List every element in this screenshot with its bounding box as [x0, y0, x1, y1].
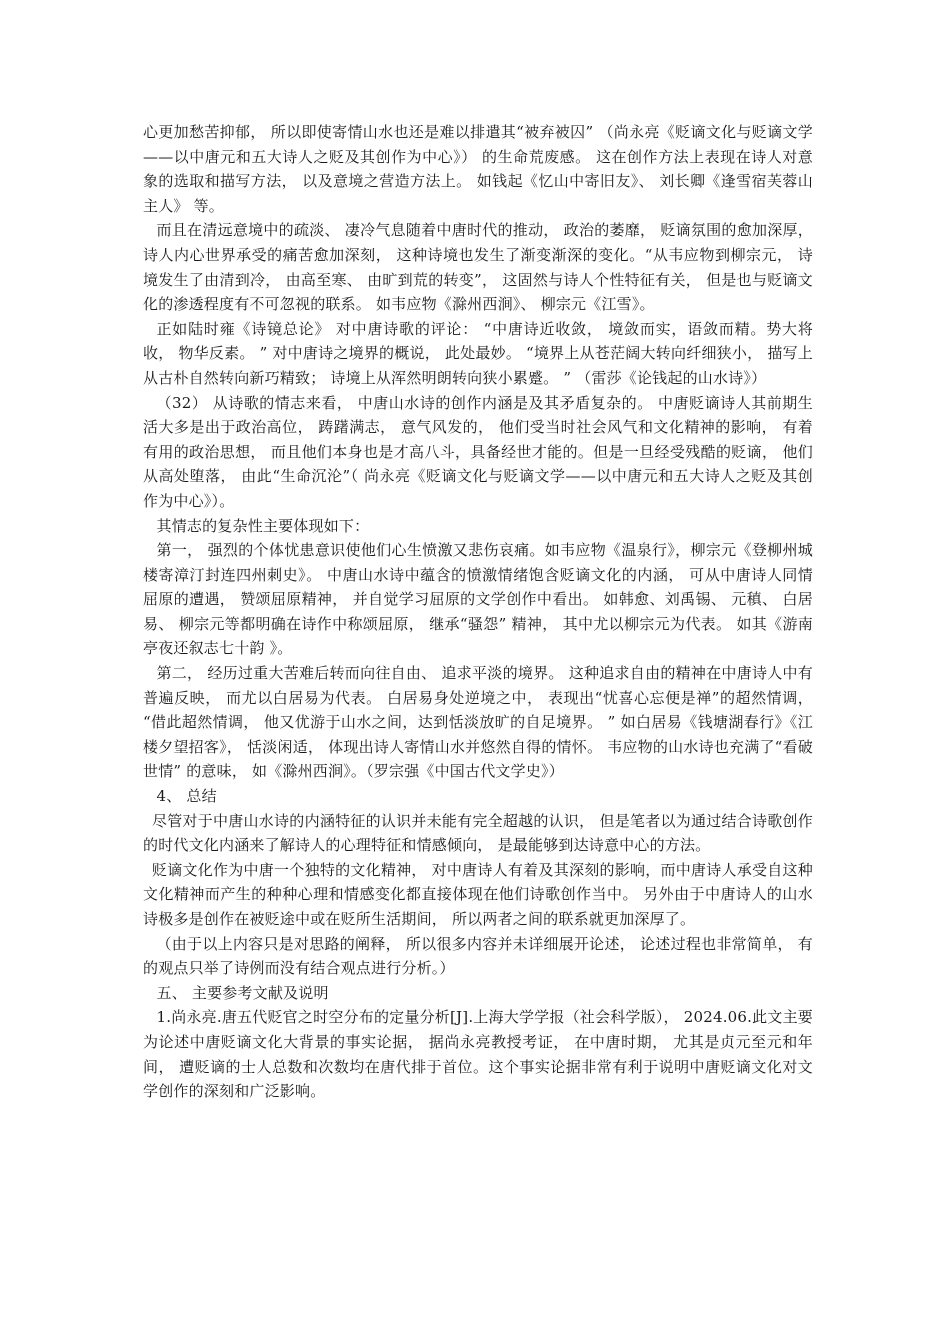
reference-item-1: 1.尚永亮.唐五代贬官之时空分布的定量分析[J].上海大学学报（社会科学版）， 2024.06.此文主要为论述中唐贬谪文化大背景的事实论据， 据尚永亮教授考证， 在中唐时期， 尤其是贞元至元和年间， 遭贬谪的士人总数和次数均在唐代排于首位。这个事实论据非常有利于说明中唐贬谪文化对文学创作的深刻和广泛影响。 [143, 1008, 813, 1101]
section-heading-summary: 4、 总结 [156, 787, 217, 806]
paragraph-point-second: 第二， 经历过重大苦难后转而向往自由、 追求平淡的境界。 这种追求自由的精神在中唐诗人中有普遍反映， 而尤以白居易为代表。 白居易身处逆境之中， 表现出“忧喜心忘便是禅”的超然情调， “借此超然情调， 他又优游于山水之间，达到恬淡放旷的自足境界。 ” 如白居易《钱塘湖春行》《江楼夕望招客》， 恬淡闲适， 体现出诗人寄情山水并悠然自得的情怀。 韦应物的山水诗也充满了“看破世情” 的意味， 如《滁州西涧》。（罗宗强《中国古代文学史》） [143, 664, 813, 781]
paragraph-complexity-intro: 其情志的复杂性主要体现如下： [156, 516, 370, 535]
paragraph-summary-2: 贬谪文化作为中唐一个独特的文化精神， 对中唐诗人有着及其深刻的影响，而中唐诗人承受自这种文化精神而产生的种种心理和情感变化都直接体现在他们诗歌创作当中。 另外由于中唐诗人的山水诗极多是创作在被贬途中或在贬所生活期间， 所以两者之间的联系就更加深厚了。 [143, 860, 813, 928]
paragraph-summary-1: 尽管对于中唐山水诗的内涵特征的认识并未能有完全超越的认识， 但是笔者以为通过结合诗歌创作的时代文化内涵来了解诗人的心理特征和情感倾向， 是最能够到达诗意中心的方法。 [143, 811, 813, 855]
paragraph-continuation: 心更加愁苦抑郁， 所以即使寄情山水也还是难以排遣其“被弃被囚” （尚永亮《贬谪文化与贬谪文学——以中唐元和五大诗人之贬及其创作为中心》） 的生命荒废感。 这在创作方法上表现在诗人对意象的选取和描写方法， 以及意境之营造方法上。 如钱起《忆山中寄旧友》、 刘长卿《逢雪宿芙蓉山主人》 等。 [143, 123, 813, 215]
paragraph-lu-shiyong-comment: 正如陆时雍《诗镜总论》 对中唐诗歌的评论： “中唐诗近收敛， 境敛而实，语敛而精。势大将收， 物华反素。 ” 对中唐诗之境界的概说， 此处最妙。 “境界上从苍茫阔大转向纤细狭小， 描写上从古朴自然转向新巧精致； 诗境上从浑然明朗转向狭小累蹙。 ” （雷莎《论钱起的山水诗》） [143, 319, 813, 387]
section-heading-references: 五、 主要参考文献及说明 [156, 983, 329, 1002]
paragraph-summary-note: （由于以上内容只是对思路的阐释， 所以很多内容并未详细展开论述， 论述过程也非常简单， 有的观点只举了诗例而没有结合观点进行分析。） [143, 934, 813, 978]
paragraph-emotional-connotation: （32） 从诗歌的情志来看， 中唐山水诗的创作内涵是及其矛盾复杂的。 中唐贬谪诗人其前期生活大多是出于政治高位， 踌躇满志， 意气风发的， 他们受当时社会风气和文化精神的影响， 有着有用的政治思想， 而且他们本身也是才高八斗，具备经世才能的。但是一旦经受残酷的贬谪， 他们从高处堕落， 由此“生命沉沦”（ 尚永亮《贬谪文化与贬谪文学——以中唐元和五大诗人之贬及其创作为中心》）。 [143, 393, 813, 510]
document-body [143, 120, 813, 1104]
paragraph-poetic-realm-change: 而且在清远意境中的疏淡、 凄冷气息随着中唐时代的推动， 政治的萎靡， 贬谪氛围的愈加深厚， 诗人内心世界承受的痛苦愈加深刻， 这种诗境也发生了渐变渐深的变化。“从韦应物到柳宗元， 诗境发生了由清到冷， 由高至寒、 由旷到荒的转变”， 这固然与诗人个性特征有关， 但是也与贬谪文化的渗透程度有不可忽视的联系。 如韦应物《滁州西涧》、 柳宗元《江雪》。 [143, 221, 813, 314]
paragraph-point-first: 第一， 强烈的个体忧患意识使他们心生愤激又悲伤哀痛。如韦应物《温泉行》，柳宗元《登柳州城楼寄漳汀封连四州刺史》。 中唐山水诗中蕴含的愤激情绪饱含贬谪文化的内涵， 可从中唐诗人同情屈原的遭遇， 赞颂屈原精神， 并自觉学习屈原的文学创作中看出。 如韩愈、刘禹锡、 元稹、 白居易、 柳宗元等都明确在诗作中称颂屈原， 继承“骚怨” 精神， 其中尤以柳宗元为代表。 如其《游南亭夜还叙志七十韵 》。 [143, 541, 813, 658]
